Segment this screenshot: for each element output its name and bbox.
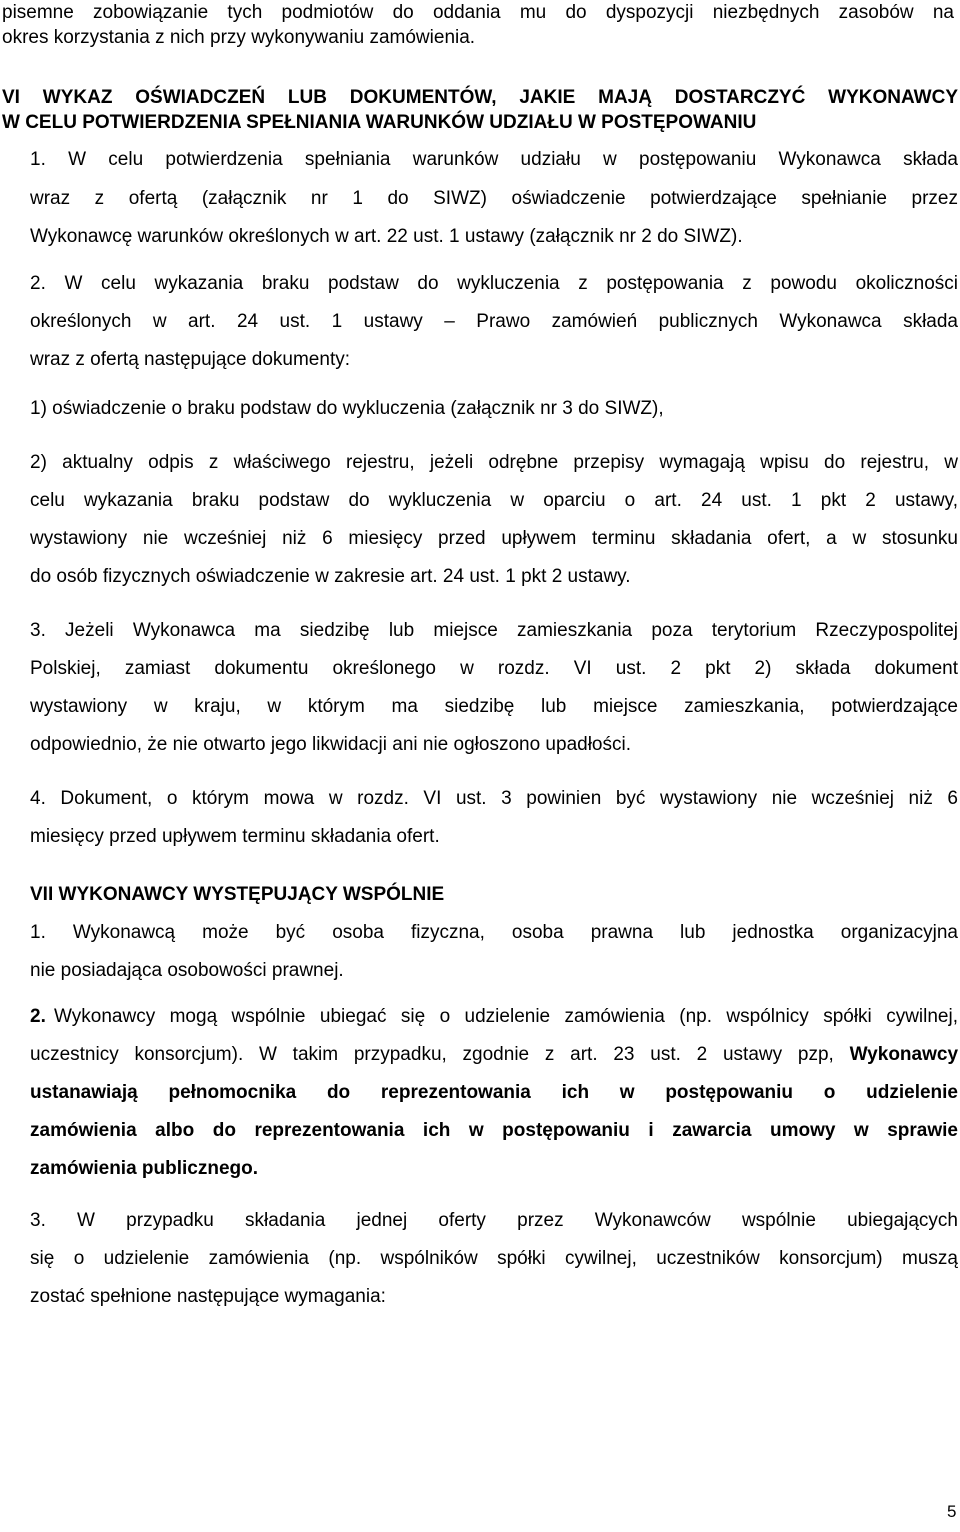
paragraph-line: miesięcy przed upływem terminu składania ofert. <box>30 826 440 847</box>
list-item: 2) aktualny odpis z właściwego rejestru, jeżeli odrębne przepisy wymagają wpisu do rejestru, w <box>30 452 958 473</box>
list-item: 1) oświadczenie o braku podstaw do wykluczenia (załącznik nr 3 do SIWZ), <box>30 398 664 419</box>
paragraph-line: Polskiej, zamiast dokumentu określonego w rozdz. VI ust. 2 pkt 2) składa dokument <box>30 658 958 679</box>
paragraph-line: określonych w art. 24 ust. 1 ustawy – Prawo zamówień publicznych Wykonawca składa <box>30 311 958 332</box>
paragraph-line: zostać spełnione następujące wymagania: <box>30 1286 386 1307</box>
paragraph-line: wraz z ofertą następujące dokumenty: <box>30 349 351 370</box>
paragraph-line: 2. W celu wykazania braku podstaw do wykluczenia z postępowania z powodu okoliczności <box>30 273 958 294</box>
paragraph-number-label: 2. <box>30 1006 46 1027</box>
bold-text: Wykonawcy <box>849 1044 959 1065</box>
bold-paragraph-line: zamówienia albo do reprezentowania ich w postępowaniu i zawarcia umowy w sprawie <box>30 1120 958 1141</box>
paragraph-line: 3. Jeżeli Wykonawca ma siedzibę lub miejsce zamieszkania poza terytorium Rzeczypospolitej <box>30 620 958 641</box>
list-item-line: do osób fizycznych oświadczenie w zakresie art. 24 ust. 1 pkt 2 ustawy. <box>30 566 631 587</box>
bold-paragraph-line: ustanawiają pełnomocnika do reprezentowania ich w postępowaniu o udzielenie <box>30 1082 958 1103</box>
paragraph-line: odpowiednio, że nie otwarto jego likwidacji ani nie ogłoszono upadłości. <box>30 734 631 755</box>
section-heading: VI WYKAZ OŚWIADCZEŃ LUB DOKUMENTÓW, JAKIE MAJĄ DOSTARCZYĆ WYKONAWCY <box>2 87 958 108</box>
paragraph-line: Wykonawcy mogą wspólnie ubiegać się o udzielenie zamówienia (np. wspólnicy spółki cywilnej, <box>54 1006 958 1027</box>
paragraph-line: 3. W przypadku składania jednej oferty przez Wykonawców wspólnie ubiegających <box>30 1210 958 1231</box>
page-number: 5 <box>947 1502 957 1521</box>
paragraph-line: 1. W celu potwierdzenia spełniania warunków udziału w postępowaniu Wykonawca składa <box>30 149 958 170</box>
intro-line: okres korzystania z nich przy wykonywaniu zamówienia. <box>2 27 476 48</box>
section-heading: W CELU POTWIERDZENIA SPEŁNIANIA WARUNKÓW UDZIAŁU W POSTĘPOWANIU <box>2 112 757 133</box>
paragraph-line: wystawiony w kraju, w którym ma siedzibę lub miejsce zamieszkania, potwierdzające <box>30 696 958 717</box>
paragraph-line: 4. Dokument, o którym mowa w rozdz. VI ust. 3 powinien być wystawiony nie wcześniej niż 6 <box>30 788 958 809</box>
paragraph-number <box>30 1006 46 1028</box>
paragraph-line: 1. Wykonawcą może być osoba fizyczna, osoba prawna lub jednostka organizacyjna <box>30 922 958 943</box>
paragraph-line <box>30 1044 958 1066</box>
paragraph-line: Wykonawcę warunków określonych w art. 22 ust. 1 ustawy (załącznik nr 2 do SIWZ). <box>30 226 743 247</box>
paragraph-text: uczestnicy konsorcjum). W takim przypadku, zgodnie z art. 23 ust. 2 ustawy pzp, <box>30 1044 834 1065</box>
list-item-line: wystawiony nie wcześniej niż 6 miesięcy przed upływem terminu składania ofert, a w stosunku <box>30 528 958 549</box>
list-item-line: celu wykazania braku podstaw do wykluczenia w oparciu o art. 24 ust. 1 pkt 2 ustawy, <box>30 490 958 511</box>
intro-line: pisemne zobowiązanie tych podmiotów do oddania mu do dyspozycji niezbędnych zasobów na <box>2 2 954 23</box>
section-heading: VII WYKONAWCY WYSTĘPUJĄCY WSPÓLNIE <box>30 884 445 905</box>
paragraph-line: nie posiadająca osobowości prawnej. <box>30 960 344 981</box>
bold-paragraph-line: zamówienia publicznego. <box>30 1158 259 1179</box>
paragraph-line: wraz z ofertą (załącznik nr 1 do SIWZ) oświadczenie potwierdzające spełnianie przez <box>30 188 958 209</box>
paragraph-line: się o udzielenie zamówienia (np. wspólników spółki cywilnej, uczestników konsorcjum) muszą <box>30 1248 958 1269</box>
